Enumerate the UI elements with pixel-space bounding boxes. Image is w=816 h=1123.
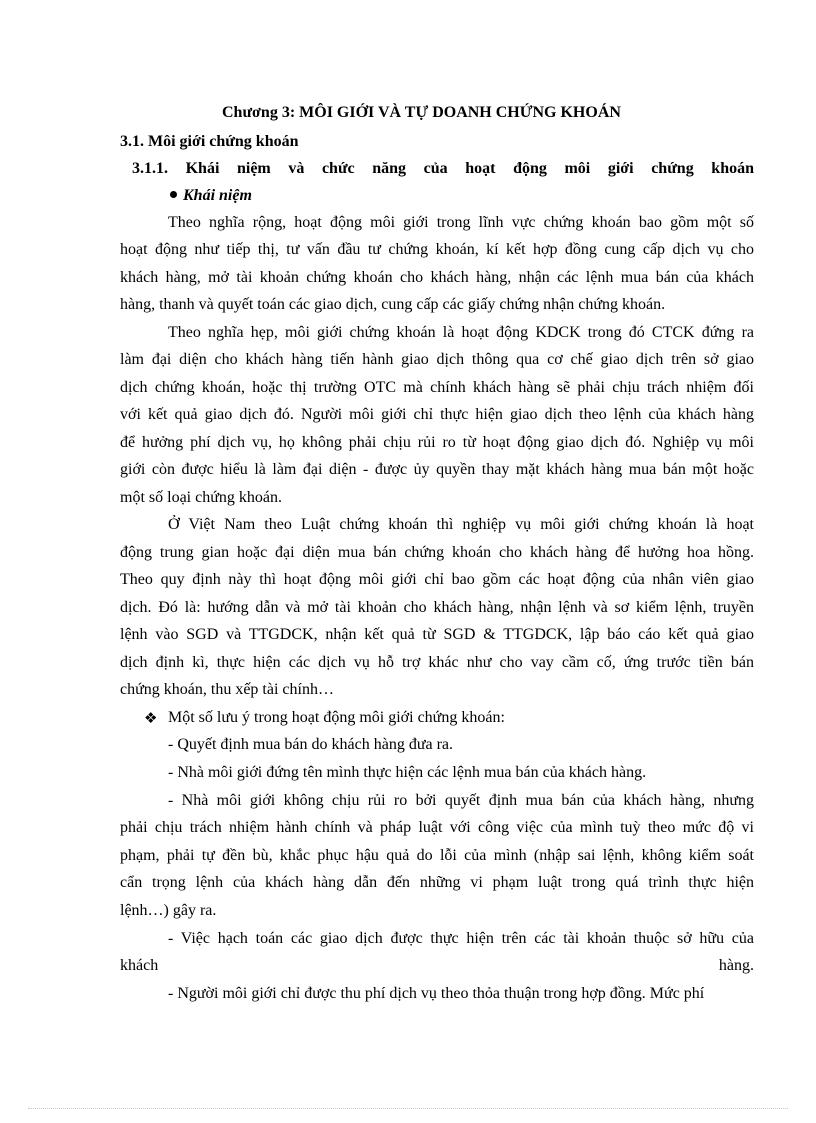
section-heading: 3.1. Môi giới chứng khoán [120,133,299,150]
paragraph-line: giới còn được hiểu là làm đại diện - được ủy quyền thay mặt khách hàng mua bán một hoặc [120,461,754,478]
paragraph-line: làm đại diện cho khách hàng tiến hành giao dịch thông qua cơ chế giao dịch trên sở giao [120,351,754,368]
note-item: - Người môi giới chỉ được thu phí dịch vụ theo thỏa thuận trong hợp đồng. Mức phí [168,985,705,1002]
notes-heading: Một số lưu ý trong hoạt động môi giới chứng khoán: [168,709,505,726]
four-diamond-icon: ❖ [144,709,158,727]
paragraph-line: khách hàng, mở tài khoản chứng khoán cho khách hàng, nhận các lệnh mua bán của khách [120,269,754,286]
paragraph-line: một số loại chứng khoán. [120,489,282,506]
page-bottom-rule [28,1108,788,1109]
note-item: - Nhà môi giới đứng tên mình thực hiện các lệnh mua bán của khách hàng. [168,764,647,781]
paragraph-line: để hưởng phí dịch vụ, họ không phải chịu rủi ro từ hoạt động giao dịch đó. Nghiệp vụ môi [120,434,754,451]
paragraph-line: hàng, thanh và quyết toán các giao dịch, cung cấp các giấy chứng nhận chứng khoán. [120,296,666,313]
paragraph-line: dịch. Đó là: hướng dẫn và mở tài khoản cho khách hàng, nhận lệnh và sơ kiểm lệnh, truyền [120,599,754,616]
paragraph-line: với kết quả giao dịch đó. Người môi giới chỉ thực hiện giao dịch theo lệnh của khách hàng [120,406,754,423]
paragraph-line: lệnh vào SGD và TTGDCK, nhận kết quả từ SGD & TTGDCK, lập báo cáo kết quả giao [120,626,754,643]
paragraph-line: động trung gian hoặc đại diện mua bán chứng khoán cho khách hàng để hưởng hoa hồng. [120,544,754,561]
note-item-continued: khách hàng. [120,957,754,974]
note-item: - Việc hạch toán các giao dịch được thực hiện trên các tài khoản thuộc sở hữu của [168,930,754,947]
chapter-title: Chương 3: MÔI GIỚI VÀ TỰ DOANH CHỨNG KHOÁN [222,104,621,121]
paragraph-line: Theo quy định này thì hoạt động môi giới chỉ bao gồm các hoạt động của nhân viên giao [120,571,754,588]
paragraph-line: chứng khoán, thu xếp tài chính… [120,681,334,698]
paragraph-line: dịch định kì, thực hiện các dịch vụ hỗ trợ khác như cho vay cầm cố, ứng trước tiền bán [120,654,754,671]
note-item: - Nhà môi giới không chịu rủi ro bởi quyết định mua bán của khách hàng, nhưng [168,792,754,809]
note-item-continued: cẩn trọng lệnh của khách hàng dẫn đến những vi phạm luật trong quá trình thực hiện [120,874,754,891]
note-item-continued: phải chịu trách nhiệm hành chính và pháp luật với công việc của mình tuỳ theo mức độ vi [120,819,754,836]
paragraph-line: hoạt động như tiếp thị, tư vấn đầu tư chứng khoán, kí kết hợp đồng cung cấp dịch vụ cho [120,241,754,258]
note-item: - Quyết định mua bán do khách hàng đưa ra. [168,736,454,753]
concept-heading-label: Khái niệm [183,187,252,204]
note-item-continued: lệnh…) gây ra. [120,902,217,919]
paragraph-line: dịch chứng khoán, hoặc thị trường OTC mà chính khách hàng sẽ phải chịu trách nhiệm đối [120,379,754,396]
paragraph-line: Theo nghĩa hẹp, môi giới chứng khoán là hoạt động KDCK trong đó CTCK đứng ra [168,324,754,341]
paragraph-line: Ở Việt Nam theo Luật chứng khoán thì nghiệp vụ môi giới chứng khoán là hoạt [168,516,754,533]
paragraph-line: Theo nghĩa rộng, hoạt động môi giới trong lĩnh vực chứng khoán bao gồm một số [168,214,754,231]
note-item-continued: phạm, phải tự đền bù, khắc phục hậu quả do lỗi của mình (nhập sai lệnh, không kiểm soát [120,847,754,864]
concept-heading [170,186,252,206]
bullet-icon [170,191,177,198]
subsection-heading: 3.1.1. Khái niệm và chức năng của hoạt động môi giới chứng khoán [132,160,754,177]
